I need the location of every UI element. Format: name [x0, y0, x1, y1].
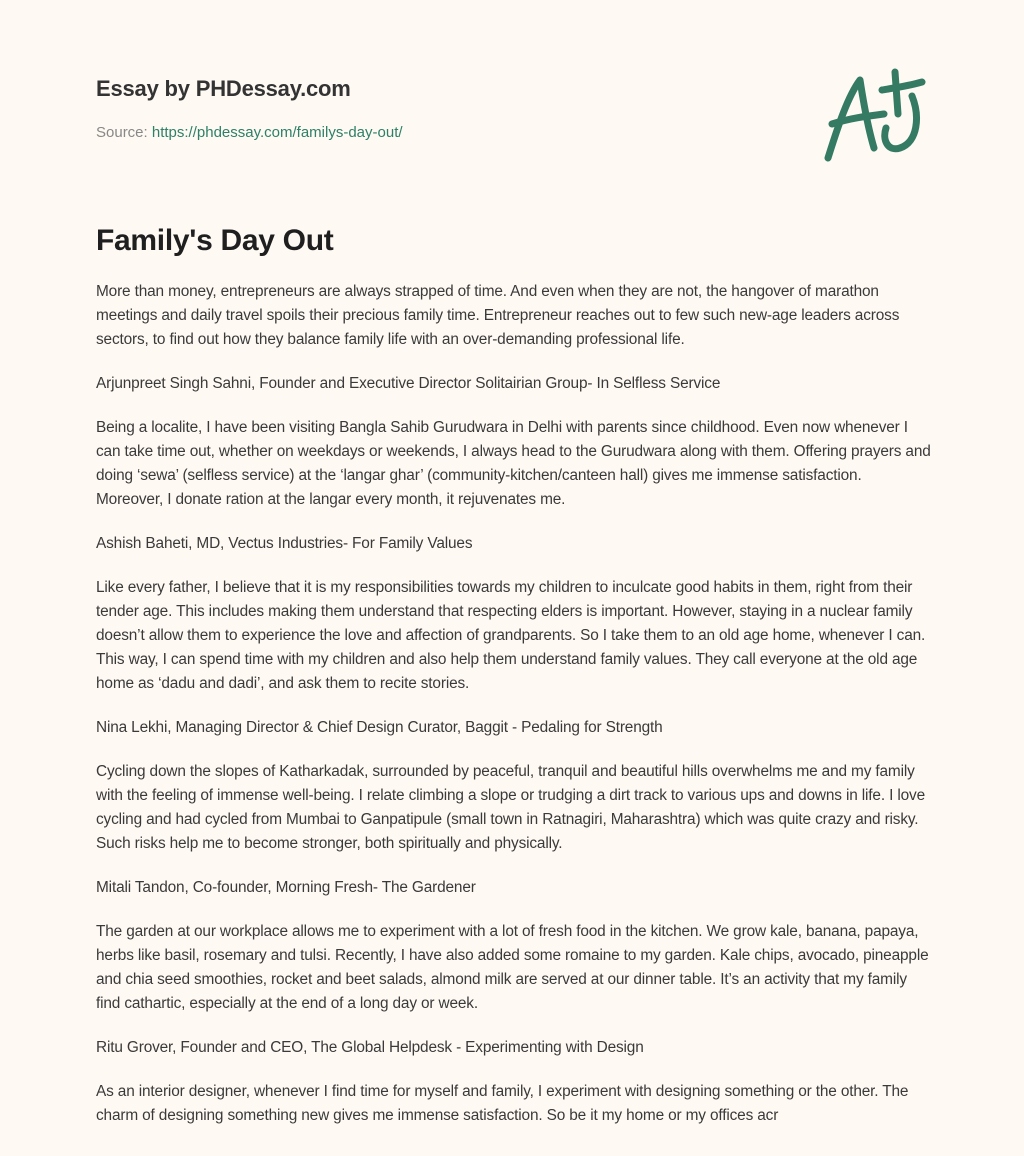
essay-paragraph: As an interior designer, whenever I find time for myself and family, I experiment with designing something or the other. The charm of designing something new gives me immense satisfaction. So be it my home or my offices acr	[96, 1083, 909, 1124]
section-heading: Arjunpreet Singh Sahni, Founder and Executive Director Solitairian Group- In Selfless Service	[96, 375, 721, 392]
essay-header	[96, 76, 403, 141]
essay-paragraph: Like every father, I believe that it is my responsibilities towards my children to inculcate good habits in them, right from their tender age. This includes making them understand that respecting elders is important. However, staying in a nuclear family doesn’t allow them to experience the love and affection of grandparents. So I take them to an old age home, whenever I can. This way, I can spend time with my children and also help them understand family values. They call everyone at the old age home as ‘dadu and dadi’, and ask them to recite stories.	[96, 579, 926, 692]
essay-body	[96, 224, 932, 1148]
essay-paragraph: Being a localite, I have been visiting Bangla Sahib Gurudwara in Delhi with parents since childhood. Even now whenever I can take time out, whether on weekdays or weekends, I always head to the Gurudwara along with them. Offering prayers and doing ‘sewa’ (selfless service) at the ‘langar ghar’ (community-kitchen/canteen hall) gives me immense satisfaction. Moreover, I donate ration at the langar every month, it rejuvenates me.	[96, 419, 931, 508]
source-line	[96, 124, 403, 141]
site-title: Essay by PHDessay.com	[96, 76, 351, 101]
section-heading: Ashish Baheti, MD, Vectus Industries- For Family Values	[96, 535, 473, 552]
essay-paragraph: More than money, entrepreneurs are always strapped of time. And even when they are not, the hangover of marathon meetings and daily travel spoils their precious family time. Entrepreneur reaches out to few such new-age leaders across sectors, to find out how they balance family life with an over-demanding professional life.	[96, 283, 900, 348]
source-link[interactable]: https://phdessay.com/familys-day-out/	[151, 124, 403, 141]
a-plus-logo-icon	[820, 66, 930, 166]
essay-paragraph: The garden at our workplace allows me to experiment with a lot of fresh food in the kitchen. We grow kale, banana, papaya, herbs like basil, rosemary and tulsi. Recently, I have also added some romaine to my garden. Kale chips, avocado, pineapple and chia seed smoothies, rocket and beet salads, almond milk are served at our dinner table. It’s an activity that my family find cathartic, especially at the end of a long day or week.	[96, 923, 929, 1012]
essay-title: Family's Day Out	[96, 224, 334, 257]
section-heading: Nina Lekhi, Managing Director & Chief Design Curator, Baggit - Pedaling for Strength	[96, 719, 663, 736]
section-heading: Ritu Grover, Founder and CEO, The Global Helpdesk - Experimenting with Design	[96, 1039, 644, 1056]
section-heading: Mitali Tandon, Co-founder, Morning Fresh- The Gardener	[96, 879, 476, 896]
essay-paragraph: Cycling down the slopes of Katharkadak, surrounded by peaceful, tranquil and beautiful hills overwhelms me and my family with the feeling of immense well-being. I relate climbing a slope or trudging a dirt track to various ups and downs in life. I love cycling and had cycled from Mumbai to Ganpatipule (small town in Ratnagiri, Maharashtra) which was quite crazy and risky. Such risks help me to become stronger, both spiritually and physically.	[96, 763, 925, 852]
source-label: Source:	[96, 124, 148, 141]
